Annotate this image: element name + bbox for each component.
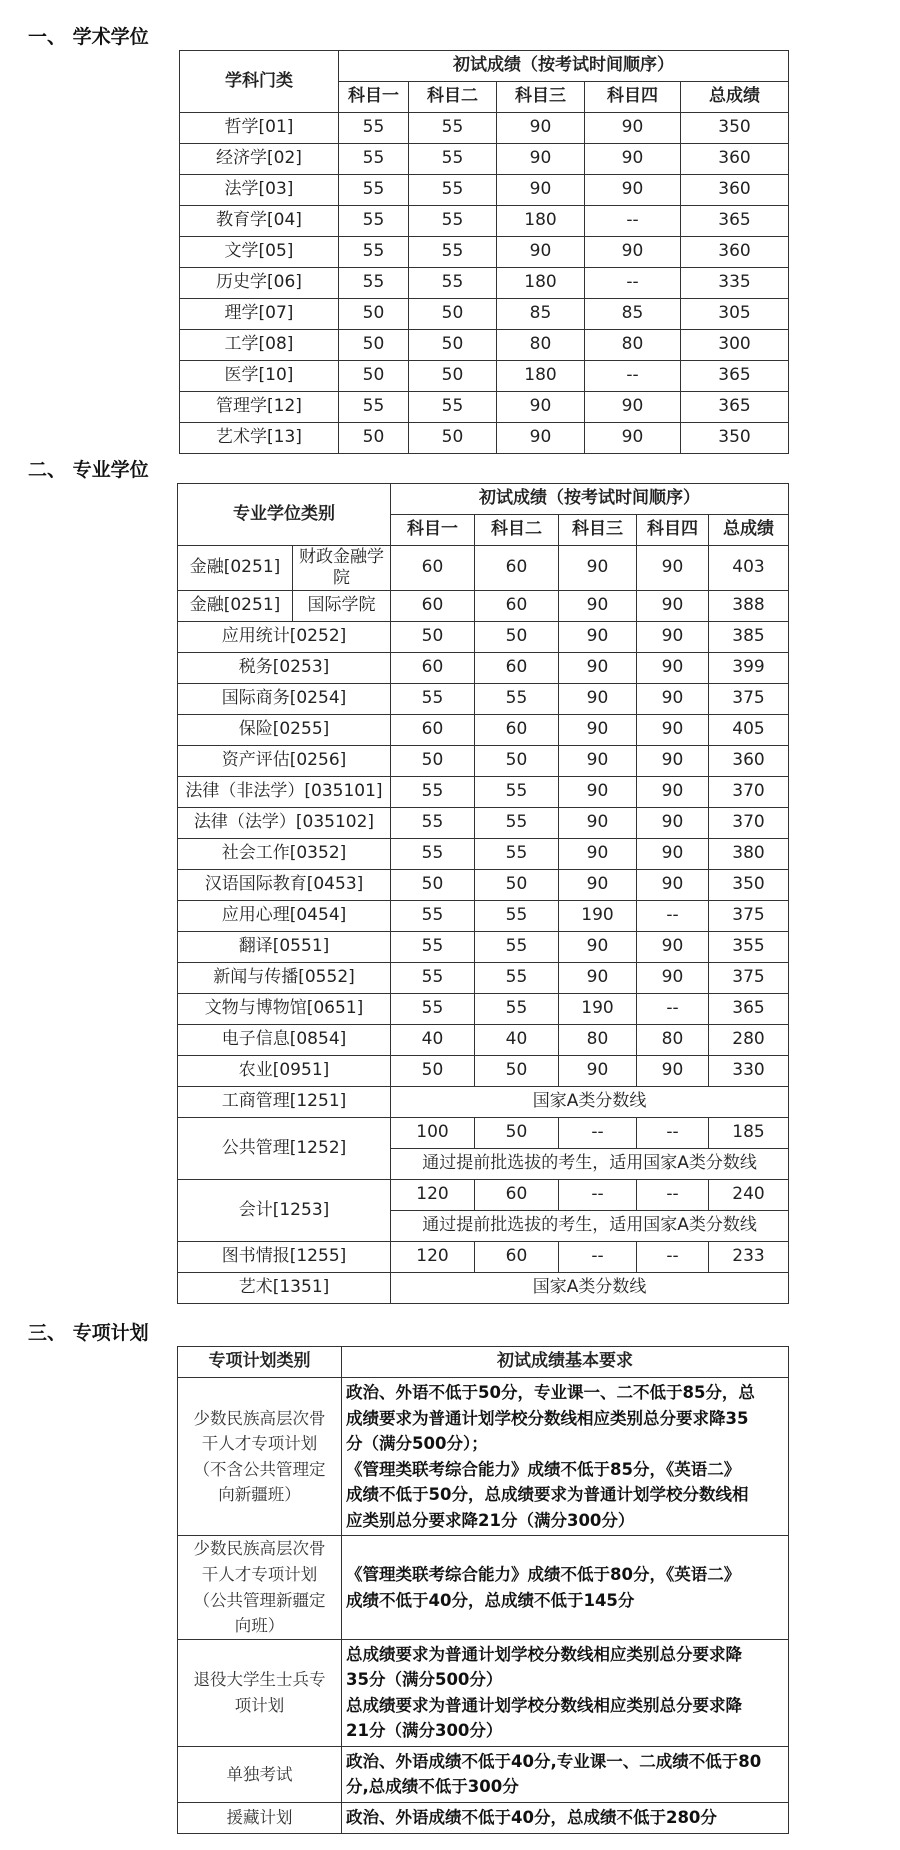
- score-cell: 90: [559, 715, 637, 746]
- score-cell: 55: [339, 144, 409, 175]
- score-cell: --: [559, 1242, 637, 1273]
- category-cell: 农业[0951]: [178, 1056, 391, 1087]
- table-row: [178, 684, 789, 715]
- plan-category-line: 少数民族高层次骨: [193, 1539, 326, 1559]
- category-cell: 金融[0251]: [178, 591, 293, 622]
- score-cell: 60: [475, 546, 559, 591]
- score-cell: 90: [559, 622, 637, 653]
- total-score-cell: 375: [709, 684, 789, 715]
- table-row: [178, 932, 789, 963]
- score-cell: 85: [497, 299, 585, 330]
- plan-category-line: 援藏计划: [226, 1808, 293, 1827]
- note-cell: 通过提前批选拔的考生，适用国家A类分数线: [391, 1149, 789, 1180]
- score-cell: 50: [475, 1056, 559, 1087]
- category-cell: 工商管理[1251]: [178, 1087, 391, 1118]
- special-plan-table: [177, 1346, 789, 1834]
- col-header-group: 初试成绩（按考试时间顺序）: [391, 484, 789, 515]
- section-title-academic: 一、 学术学位: [28, 26, 149, 48]
- score-cell: 90: [637, 684, 709, 715]
- score-cell: 90: [497, 237, 585, 268]
- score-cell: 50: [409, 423, 497, 454]
- school-cell: 财政金融学院: [293, 546, 391, 591]
- total-score-cell: 388: [709, 591, 789, 622]
- col-header-subject: 科目一: [391, 515, 475, 546]
- score-cell: 90: [637, 591, 709, 622]
- table-header-row: [178, 1347, 789, 1378]
- table-row: [178, 1056, 789, 1087]
- score-cell: 55: [475, 808, 559, 839]
- total-score-cell: 370: [709, 777, 789, 808]
- score-cell: 40: [475, 1025, 559, 1056]
- plan-category-cell: [178, 1803, 342, 1834]
- score-cell: 90: [585, 175, 681, 206]
- score-cell: 90: [559, 777, 637, 808]
- score-cell: 50: [391, 870, 475, 901]
- score-cell: 55: [475, 684, 559, 715]
- score-cell: --: [585, 268, 681, 299]
- total-score-cell: 360: [681, 237, 789, 268]
- score-cell: --: [559, 1180, 637, 1211]
- score-cell: 50: [475, 870, 559, 901]
- score-cell: 60: [475, 1242, 559, 1273]
- total-score-cell: 280: [709, 1025, 789, 1056]
- total-score-cell: 380: [709, 839, 789, 870]
- score-cell: 55: [409, 175, 497, 206]
- plan-requirement-line: 《管理类联考综合能力》成绩不低于85分，《英语二》: [346, 1459, 741, 1479]
- col-header-category: 学科门类: [180, 51, 339, 113]
- table-row: [178, 546, 789, 591]
- category-cell: 汉语国际教育[0453]: [178, 870, 391, 901]
- score-cell: 90: [585, 392, 681, 423]
- score-cell: 90: [559, 746, 637, 777]
- col-header-subject: 科目二: [475, 515, 559, 546]
- score-cell: 60: [475, 715, 559, 746]
- score-cell: 55: [409, 392, 497, 423]
- score-cell: 90: [559, 546, 637, 591]
- col-header-category: 专项计划类别: [178, 1347, 342, 1378]
- score-cell: 55: [339, 268, 409, 299]
- col-header-total: 总成绩: [681, 82, 789, 113]
- score-cell: 90: [559, 839, 637, 870]
- table-row: [180, 175, 789, 206]
- score-cell: 50: [409, 299, 497, 330]
- score-cell: 90: [637, 546, 709, 591]
- score-cell: 60: [475, 1180, 559, 1211]
- table-row: [178, 653, 789, 684]
- score-cell: 60: [475, 591, 559, 622]
- total-score-cell: 355: [709, 932, 789, 963]
- note-cell: 国家A类分数线: [391, 1273, 789, 1304]
- score-cell: 50: [409, 361, 497, 392]
- score-cell: 55: [391, 963, 475, 994]
- score-cell: 90: [637, 870, 709, 901]
- plan-requirement-line: 政治、外语不低于50分，专业课一、二不低于85分，总: [346, 1383, 755, 1402]
- table-row: [180, 113, 789, 144]
- score-cell: 50: [475, 622, 559, 653]
- score-cell: 90: [559, 653, 637, 684]
- category-cell: 应用统计[0252]: [178, 622, 391, 653]
- plan-category-line: 退役大学生士兵专: [193, 1670, 326, 1690]
- category-cell: 教育学[04]: [180, 206, 339, 237]
- score-cell: 55: [475, 994, 559, 1025]
- score-cell: 55: [339, 175, 409, 206]
- school-cell: 国际学院: [293, 591, 391, 622]
- score-cell: 60: [391, 715, 475, 746]
- plan-requirement-line: 分,总成绩不低于300分: [346, 1777, 519, 1797]
- score-cell: 100: [391, 1118, 475, 1149]
- col-header-subject: 科目四: [585, 82, 681, 113]
- col-header-subject: 科目二: [409, 82, 497, 113]
- score-cell: 90: [585, 237, 681, 268]
- plan-category-line: 向班）: [234, 1616, 285, 1636]
- table-row: [180, 144, 789, 175]
- plan-requirement-line: 分（满分500分）；: [346, 1434, 488, 1454]
- category-cell: 新闻与传播[0552]: [178, 963, 391, 994]
- score-cell: --: [637, 901, 709, 932]
- category-cell: 税务[0253]: [178, 653, 391, 684]
- score-cell: 180: [497, 268, 585, 299]
- plan-category-cell: [178, 1746, 342, 1802]
- table-row: [178, 777, 789, 808]
- score-cell: 80: [559, 1025, 637, 1056]
- plan-category-cell: [178, 1639, 342, 1746]
- plan-requirement-line: 总成绩要求为普通计划学校分数线相应类别总分要求降: [346, 1695, 742, 1715]
- score-cell: 55: [409, 268, 497, 299]
- score-cell: 90: [559, 932, 637, 963]
- plan-requirement-cell: [342, 1536, 789, 1639]
- score-cell: 90: [637, 808, 709, 839]
- table-row: [178, 1087, 789, 1118]
- score-cell: --: [637, 1242, 709, 1273]
- category-cell: 保险[0255]: [178, 715, 391, 746]
- score-cell: 60: [391, 653, 475, 684]
- category-cell: 文物与博物馆[0651]: [178, 994, 391, 1025]
- table-row: [178, 901, 789, 932]
- score-cell: 55: [475, 901, 559, 932]
- col-header-subject: 科目四: [637, 515, 709, 546]
- score-cell: 50: [409, 330, 497, 361]
- col-header-subject: 科目一: [339, 82, 409, 113]
- total-score-cell: 375: [709, 901, 789, 932]
- score-cell: 90: [559, 684, 637, 715]
- score-cell: --: [585, 361, 681, 392]
- plan-requirement-cell: [342, 1746, 789, 1802]
- table-row: [178, 1180, 789, 1211]
- category-cell: 文学[05]: [180, 237, 339, 268]
- total-score-cell: 360: [681, 175, 789, 206]
- col-header-total: 总成绩: [709, 515, 789, 546]
- table-row: [178, 1025, 789, 1056]
- score-cell: 90: [637, 622, 709, 653]
- table-row: [178, 1242, 789, 1273]
- total-score-cell: 360: [681, 144, 789, 175]
- category-cell: 经济学[02]: [180, 144, 339, 175]
- score-cell: 90: [585, 144, 681, 175]
- score-cell: 90: [637, 746, 709, 777]
- score-cell: 190: [559, 994, 637, 1025]
- plan-requirement-line: 政治、外语成绩不低于40分，总成绩不低于280分: [346, 1808, 717, 1827]
- total-score-cell: 233: [709, 1242, 789, 1273]
- score-cell: 60: [391, 546, 475, 591]
- score-cell: 85: [585, 299, 681, 330]
- table-row: [180, 423, 789, 454]
- score-cell: --: [585, 206, 681, 237]
- score-cell: 55: [475, 839, 559, 870]
- score-cell: 80: [585, 330, 681, 361]
- plan-category-cell: [178, 1536, 342, 1639]
- table-row: [178, 870, 789, 901]
- plan-category-line: 向新疆班）: [218, 1485, 301, 1505]
- total-score-cell: 365: [709, 994, 789, 1025]
- score-cell: --: [559, 1118, 637, 1149]
- table-row: [178, 1746, 789, 1802]
- score-cell: 55: [409, 113, 497, 144]
- score-cell: 90: [637, 932, 709, 963]
- category-cell: 艺术[1351]: [178, 1273, 391, 1304]
- table-row: [180, 392, 789, 423]
- total-score-cell: 350: [681, 423, 789, 454]
- plan-requirement-line: 成绩不低于50分，总成绩要求为普通计划学校分数线相: [346, 1485, 749, 1505]
- category-cell: 电子信息[0854]: [178, 1025, 391, 1056]
- total-score-cell: 375: [709, 963, 789, 994]
- table-row: [180, 237, 789, 268]
- category-cell: 理学[07]: [180, 299, 339, 330]
- score-cell: 90: [637, 839, 709, 870]
- total-score-cell: 350: [681, 113, 789, 144]
- score-cell: 50: [475, 746, 559, 777]
- category-cell: 工学[08]: [180, 330, 339, 361]
- note-cell: 通过提前批选拔的考生，适用国家A类分数线: [391, 1211, 789, 1242]
- score-cell: 55: [391, 684, 475, 715]
- table-row: [178, 622, 789, 653]
- table-row: [178, 1536, 789, 1639]
- score-cell: 50: [391, 622, 475, 653]
- score-cell: 50: [339, 423, 409, 454]
- table-row: [180, 361, 789, 392]
- section-title-special: 三、 专项计划: [28, 1322, 149, 1344]
- score-cell: 50: [391, 1056, 475, 1087]
- score-cell: 90: [559, 1056, 637, 1087]
- col-header-requirement: 初试成绩基本要求: [342, 1347, 789, 1378]
- plan-category-cell: [178, 1378, 342, 1536]
- score-cell: 90: [497, 113, 585, 144]
- plan-category-line: 干人才专项计划: [201, 1434, 318, 1454]
- table-row: [178, 839, 789, 870]
- score-cell: --: [637, 994, 709, 1025]
- plan-category-line: 干人才专项计划: [201, 1564, 318, 1584]
- table-row: [180, 330, 789, 361]
- professional-score-table: [177, 483, 789, 1304]
- score-cell: 55: [391, 777, 475, 808]
- score-cell: 90: [637, 777, 709, 808]
- section-title-professional: 二、 专业学位: [28, 459, 149, 481]
- category-cell: 医学[10]: [180, 361, 339, 392]
- category-cell: 应用心理[0454]: [178, 901, 391, 932]
- category-cell: 图书情报[1255]: [178, 1242, 391, 1273]
- score-cell: 55: [391, 994, 475, 1025]
- total-score-cell: 240: [709, 1180, 789, 1211]
- category-cell: 会计[1253]: [178, 1180, 391, 1242]
- category-cell: 法律（非法学）[035101]: [178, 777, 391, 808]
- category-cell: 公共管理[1252]: [178, 1118, 391, 1180]
- score-cell: 50: [339, 299, 409, 330]
- category-cell: 管理学[12]: [180, 392, 339, 423]
- note-cell: 国家A类分数线: [391, 1087, 789, 1118]
- score-cell: 55: [391, 932, 475, 963]
- category-cell: 翻译[0551]: [178, 932, 391, 963]
- score-cell: 90: [637, 715, 709, 746]
- score-cell: 180: [497, 361, 585, 392]
- score-cell: --: [637, 1180, 709, 1211]
- table-row: [180, 268, 789, 299]
- score-cell: 55: [339, 392, 409, 423]
- category-cell: 法学[03]: [180, 175, 339, 206]
- category-cell: 艺术学[13]: [180, 423, 339, 454]
- plan-requirement-line: 成绩不低于40分，总成绩不低于145分: [346, 1590, 635, 1610]
- plan-category-line: 单独考试: [226, 1764, 293, 1784]
- table-row: [180, 299, 789, 330]
- score-cell: 55: [475, 777, 559, 808]
- table-row: [178, 808, 789, 839]
- table-header-row: [180, 51, 789, 82]
- score-cell: 55: [475, 963, 559, 994]
- plan-requirement-line: 21分（满分300分）: [346, 1721, 503, 1741]
- category-cell: 法律（法学）[035102]: [178, 808, 391, 839]
- academic-score-table: [179, 50, 789, 454]
- score-cell: 80: [637, 1025, 709, 1056]
- plan-category-line: 少数民族高层次骨: [193, 1408, 326, 1428]
- table-row: [178, 1273, 789, 1304]
- total-score-cell: 365: [681, 361, 789, 392]
- table-row: [178, 746, 789, 777]
- score-cell: 90: [637, 1056, 709, 1087]
- total-score-cell: 370: [709, 808, 789, 839]
- table-row: [178, 1639, 789, 1746]
- table-row: [178, 1803, 789, 1834]
- score-cell: 55: [339, 237, 409, 268]
- table-row: [178, 994, 789, 1025]
- score-cell: 40: [391, 1025, 475, 1056]
- score-cell: 90: [559, 591, 637, 622]
- plan-requirement-cell: [342, 1803, 789, 1834]
- category-cell: 哲学[01]: [180, 113, 339, 144]
- table-row: [178, 715, 789, 746]
- score-cell: 55: [409, 237, 497, 268]
- plan-requirement-line: 《管理类联考综合能力》成绩不低于80分，《英语二》: [346, 1564, 741, 1584]
- score-cell: 50: [475, 1118, 559, 1149]
- score-cell: 80: [497, 330, 585, 361]
- total-score-cell: 405: [709, 715, 789, 746]
- score-cell: 55: [339, 113, 409, 144]
- col-header-category: 专业学位类别: [178, 484, 391, 546]
- score-cell: 55: [409, 206, 497, 237]
- table-header-row: [178, 484, 789, 515]
- total-score-cell: 403: [709, 546, 789, 591]
- score-cell: 55: [391, 839, 475, 870]
- total-score-cell: 185: [709, 1118, 789, 1149]
- score-cell: 90: [585, 113, 681, 144]
- score-cell: 90: [637, 653, 709, 684]
- total-score-cell: 305: [681, 299, 789, 330]
- plan-category-line: （公共管理新疆定: [193, 1590, 326, 1610]
- score-cell: 90: [559, 808, 637, 839]
- total-score-cell: 365: [681, 206, 789, 237]
- score-cell: 90: [559, 870, 637, 901]
- score-cell: 60: [391, 591, 475, 622]
- total-score-cell: 360: [709, 746, 789, 777]
- total-score-cell: 335: [681, 268, 789, 299]
- score-cell: 90: [497, 144, 585, 175]
- total-score-cell: 385: [709, 622, 789, 653]
- col-header-subject: 科目三: [497, 82, 585, 113]
- score-cell: 120: [391, 1242, 475, 1273]
- score-cell: 55: [391, 901, 475, 932]
- plan-requirement-cell: [342, 1378, 789, 1536]
- category-cell: 国际商务[0254]: [178, 684, 391, 715]
- score-cell: 90: [497, 423, 585, 454]
- score-cell: 50: [339, 361, 409, 392]
- plan-requirement-line: 政治、外语成绩不低于40分,专业课一、二成绩不低于80: [346, 1751, 762, 1771]
- category-cell: 社会工作[0352]: [178, 839, 391, 870]
- table-row: [178, 1118, 789, 1149]
- table-row: [178, 963, 789, 994]
- score-cell: 55: [339, 206, 409, 237]
- score-cell: 55: [391, 808, 475, 839]
- score-cell: 90: [585, 423, 681, 454]
- total-score-cell: 365: [681, 392, 789, 423]
- plan-requirement-line: 35分（满分500分）: [346, 1670, 503, 1690]
- score-cell: 90: [497, 175, 585, 206]
- plan-requirement-line: 应类别总分要求降21分（满分300分）: [346, 1510, 635, 1530]
- category-cell: 历史学[06]: [180, 268, 339, 299]
- total-score-cell: 399: [709, 653, 789, 684]
- score-cell: 55: [409, 144, 497, 175]
- score-cell: 50: [339, 330, 409, 361]
- category-cell: 资产评估[0256]: [178, 746, 391, 777]
- score-cell: --: [637, 1118, 709, 1149]
- table-row: [178, 1378, 789, 1536]
- table-row: [180, 206, 789, 237]
- total-score-cell: 350: [709, 870, 789, 901]
- score-cell: 180: [497, 206, 585, 237]
- plan-requirement-cell: [342, 1639, 789, 1746]
- score-cell: 90: [559, 963, 637, 994]
- score-cell: 90: [497, 392, 585, 423]
- plan-requirement-line: 成绩要求为普通计划学校分数线相应类别总分要求降35: [346, 1408, 749, 1428]
- col-header-subject: 科目三: [559, 515, 637, 546]
- total-score-cell: 300: [681, 330, 789, 361]
- score-cell: 60: [475, 653, 559, 684]
- col-header-group: 初试成绩（按考试时间顺序）: [339, 51, 789, 82]
- score-cell: 190: [559, 901, 637, 932]
- score-cell: 50: [391, 746, 475, 777]
- total-score-cell: 330: [709, 1056, 789, 1087]
- score-cell: 120: [391, 1180, 475, 1211]
- score-cell: 90: [637, 963, 709, 994]
- category-cell: 金融[0251]: [178, 546, 293, 591]
- score-cell: 55: [475, 932, 559, 963]
- plan-category-line: 项计划: [234, 1695, 285, 1715]
- plan-requirement-line: 总成绩要求为普通计划学校分数线相应类别总分要求降: [346, 1644, 742, 1664]
- table-row: [178, 591, 789, 622]
- plan-category-line: （不含公共管理定: [193, 1459, 326, 1479]
